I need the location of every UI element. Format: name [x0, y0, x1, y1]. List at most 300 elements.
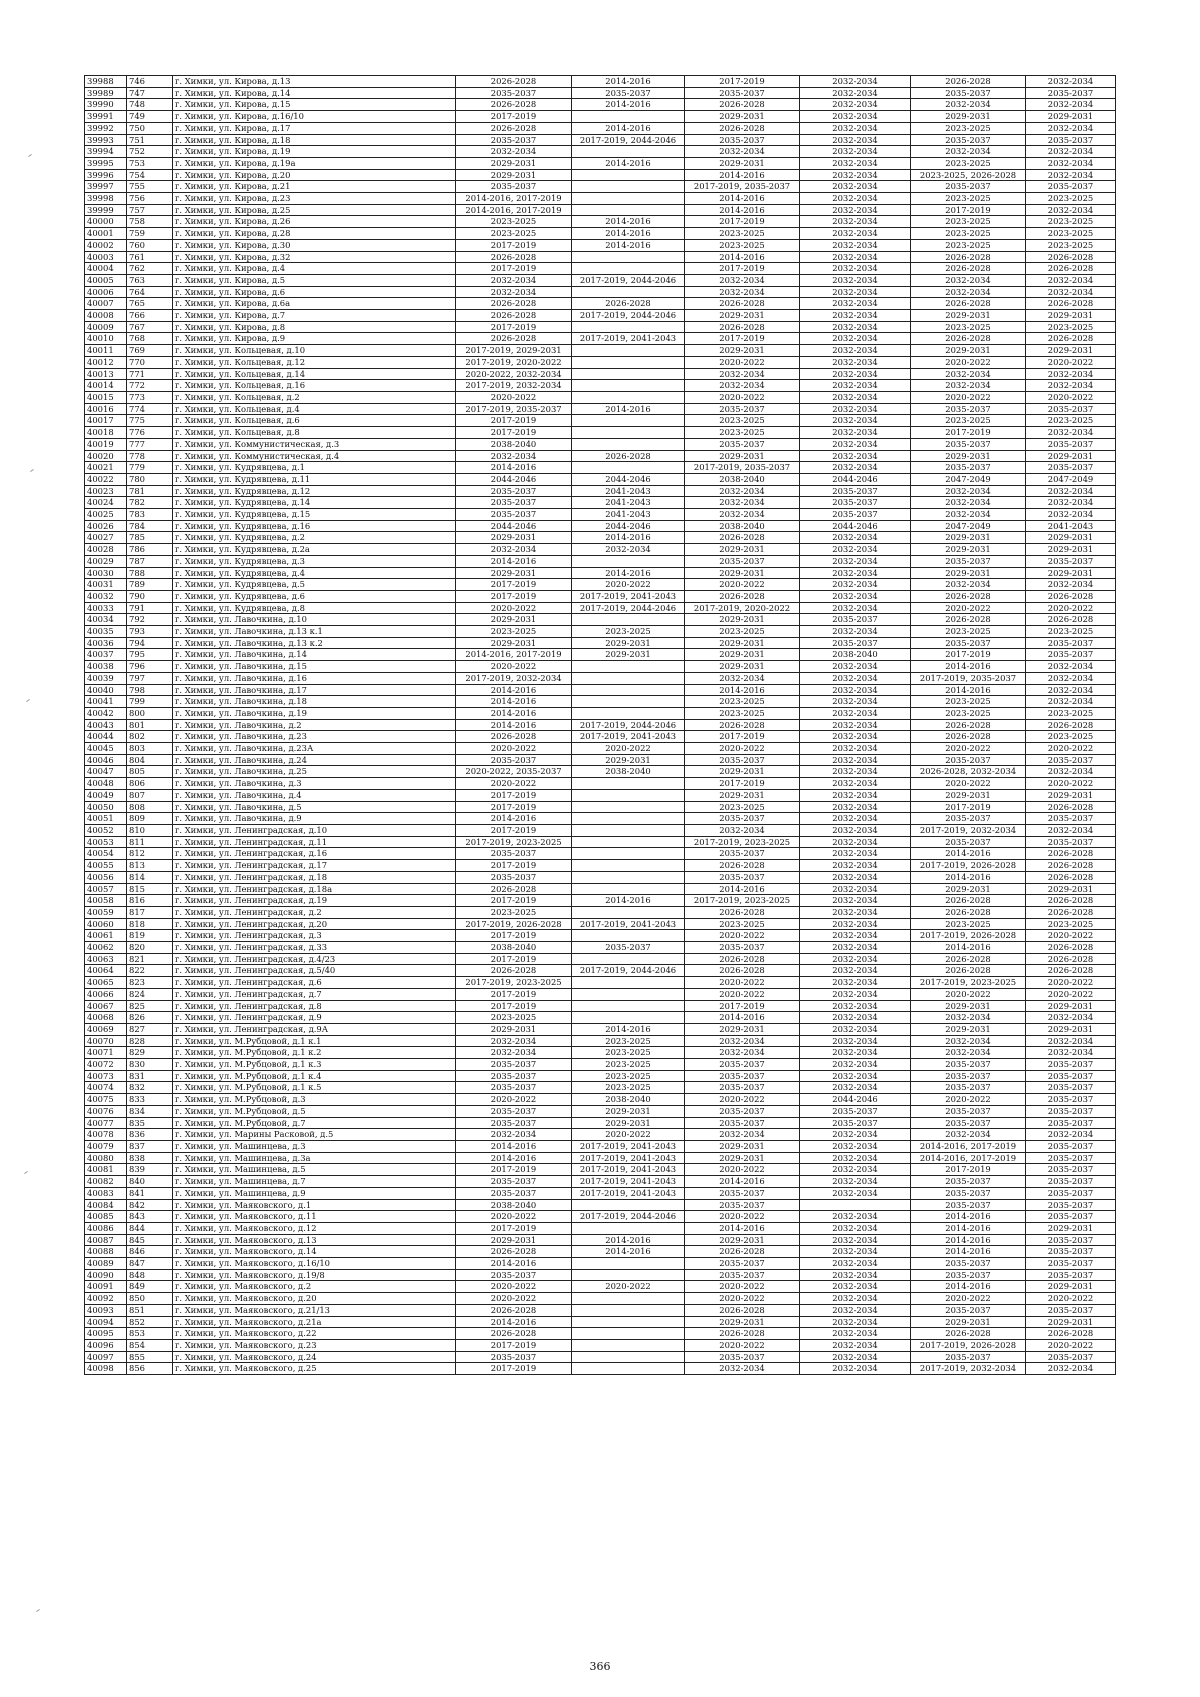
- period-3-cell: 2020-2022: [685, 1339, 800, 1351]
- item-number-cell: 837: [127, 1140, 173, 1152]
- period-4-cell: 2032-2034: [800, 661, 911, 673]
- period-6-cell: 2029-2031: [1026, 1000, 1116, 1012]
- table-row: [85, 590, 1116, 602]
- period-2-cell: 2023-2025: [572, 1059, 685, 1071]
- period-4-cell: 2035-2037: [800, 614, 911, 626]
- table-row: [85, 310, 1116, 322]
- period-4-cell: 2032-2034: [800, 848, 911, 860]
- record-id-cell: 40081: [85, 1164, 127, 1176]
- item-number-cell: 811: [127, 836, 173, 848]
- address-cell: г. Химки, ул. Ленинградская, д.8: [173, 1000, 456, 1012]
- period-6-cell: 2026-2028: [1026, 895, 1116, 907]
- item-number-cell: 839: [127, 1164, 173, 1176]
- table-row: [85, 157, 1116, 169]
- table-row: [85, 965, 1116, 977]
- period-6-cell: 2032-2034: [1026, 380, 1116, 392]
- period-3-cell: 2029-2031: [685, 1234, 800, 1246]
- table-row: [85, 871, 1116, 883]
- table-row: [85, 193, 1116, 205]
- period-4-cell: 2032-2034: [800, 1152, 911, 1164]
- period-6-cell: 2026-2028: [1026, 801, 1116, 813]
- record-id-cell: 40004: [85, 263, 127, 275]
- period-2-cell: [572, 391, 685, 403]
- period-3-cell: 2020-2022: [685, 1094, 800, 1106]
- item-number-cell: 747: [127, 87, 173, 99]
- period-2-cell: [572, 368, 685, 380]
- period-1-cell: 2017-2019: [456, 263, 572, 275]
- period-2-cell: 2032-2034: [572, 544, 685, 556]
- address-cell: г. Химки, ул. Ленинградская, д.5/40: [173, 965, 456, 977]
- table-row: [85, 813, 1116, 825]
- table-row: [85, 239, 1116, 251]
- address-cell: г. Химки, ул. Лавочкина, д.13 к.2: [173, 637, 456, 649]
- period-1-cell: 2014-2016: [456, 696, 572, 708]
- schedule-table-container: [84, 75, 1115, 1375]
- table-row: [85, 333, 1116, 345]
- address-cell: г. Химки, ул. Кирова, д.21: [173, 181, 456, 193]
- period-1-cell: 2017-2019, 2026-2028: [456, 918, 572, 930]
- address-cell: г. Химки, ул. Ленинградская, д.7: [173, 988, 456, 1000]
- table-row: [85, 1129, 1116, 1141]
- period-3-cell: 2026-2028: [685, 1304, 800, 1316]
- address-cell: г. Химки, ул. Машинцева, д.5: [173, 1164, 456, 1176]
- table-row: [85, 649, 1116, 661]
- period-5-cell: 2035-2037: [911, 1304, 1026, 1316]
- period-6-cell: 2035-2037: [1026, 1152, 1116, 1164]
- period-1-cell: 2026-2028: [456, 251, 572, 263]
- record-id-cell: 40011: [85, 345, 127, 357]
- item-number-cell: 754: [127, 169, 173, 181]
- address-cell: г. Химки, ул. Лавочкина, д.13 к.1: [173, 626, 456, 638]
- period-6-cell: 2035-2037: [1026, 754, 1116, 766]
- record-id-cell: 40075: [85, 1094, 127, 1106]
- period-6-cell: 2026-2028: [1026, 953, 1116, 965]
- table-row: [85, 356, 1116, 368]
- period-1-cell: 2026-2028: [456, 883, 572, 895]
- period-2-cell: 2017-2019, 2044-2046: [572, 310, 685, 322]
- period-2-cell: [572, 415, 685, 427]
- period-4-cell: 2032-2034: [800, 1129, 911, 1141]
- record-id-cell: 40041: [85, 696, 127, 708]
- address-cell: г. Химки, ул. Ленинградская, д.11: [173, 836, 456, 848]
- record-id-cell: 40080: [85, 1152, 127, 1164]
- period-4-cell: 2044-2046: [800, 473, 911, 485]
- period-5-cell: 2020-2022: [911, 778, 1026, 790]
- table-row: [85, 778, 1116, 790]
- period-4-cell: 2032-2034: [800, 157, 911, 169]
- period-3-cell: 2023-2025: [685, 228, 800, 240]
- margin-mark: [28, 154, 32, 157]
- period-4-cell: 2032-2034: [800, 813, 911, 825]
- period-6-cell: 2035-2037: [1026, 1117, 1116, 1129]
- table-row: [85, 76, 1116, 88]
- period-3-cell: 2029-2031: [685, 1316, 800, 1328]
- period-5-cell: 2026-2028: [911, 263, 1026, 275]
- period-6-cell: 2035-2037: [1026, 813, 1116, 825]
- address-cell: г. Химки, ул. Лавочкина, д.14: [173, 649, 456, 661]
- item-number-cell: 802: [127, 731, 173, 743]
- item-number-cell: 750: [127, 122, 173, 134]
- period-2-cell: [572, 1351, 685, 1363]
- period-4-cell: 2032-2034: [800, 626, 911, 638]
- record-id-cell: 40020: [85, 450, 127, 462]
- period-2-cell: 2044-2046: [572, 473, 685, 485]
- period-2-cell: [572, 1339, 685, 1351]
- period-1-cell: 2026-2028: [456, 965, 572, 977]
- period-6-cell: 2032-2034: [1026, 286, 1116, 298]
- address-cell: г. Химки, ул. Кольцевая, д.10: [173, 345, 456, 357]
- period-5-cell: 2023-2025: [911, 239, 1026, 251]
- record-id-cell: 40084: [85, 1199, 127, 1211]
- period-1-cell: 2014-2016, 2017-2019: [456, 193, 572, 205]
- item-number-cell: 809: [127, 813, 173, 825]
- period-1-cell: 2020-2022: [456, 1281, 572, 1293]
- period-3-cell: 2029-2031: [685, 157, 800, 169]
- period-6-cell: 2035-2037: [1026, 1094, 1116, 1106]
- table-row: [85, 836, 1116, 848]
- period-2-cell: [572, 146, 685, 158]
- period-5-cell: 2014-2016: [911, 1246, 1026, 1258]
- period-6-cell: 2035-2037: [1026, 1164, 1116, 1176]
- period-1-cell: 2014-2016: [456, 684, 572, 696]
- period-3-cell: 2026-2028: [685, 590, 800, 602]
- period-2-cell: 2017-2019, 2044-2046: [572, 134, 685, 146]
- period-2-cell: [572, 169, 685, 181]
- period-3-cell: 2023-2025: [685, 707, 800, 719]
- period-1-cell: 2017-2019, 2029-2031: [456, 345, 572, 357]
- period-4-cell: 2032-2034: [800, 930, 911, 942]
- item-number-cell: 763: [127, 274, 173, 286]
- period-4-cell: 2032-2034: [800, 204, 911, 216]
- period-5-cell: 2026-2028: [911, 251, 1026, 263]
- period-5-cell: 2029-2031: [911, 1316, 1026, 1328]
- table-row: [85, 228, 1116, 240]
- address-cell: г. Химки, ул. Кирова, д.25: [173, 204, 456, 216]
- item-number-cell: 775: [127, 415, 173, 427]
- period-2-cell: [572, 813, 685, 825]
- address-cell: г. Химки, ул. Ленинградская, д.20: [173, 918, 456, 930]
- period-3-cell: 2026-2028: [685, 906, 800, 918]
- period-6-cell: 2020-2022: [1026, 977, 1116, 989]
- period-3-cell: 2017-2019: [685, 778, 800, 790]
- item-number-cell: 836: [127, 1129, 173, 1141]
- period-3-cell: 2032-2034: [685, 1035, 800, 1047]
- table-row: [85, 766, 1116, 778]
- period-5-cell: 2026-2028: [911, 953, 1026, 965]
- period-2-cell: [572, 1269, 685, 1281]
- item-number-cell: 801: [127, 719, 173, 731]
- table-row: [85, 672, 1116, 684]
- item-number-cell: 782: [127, 497, 173, 509]
- record-id-cell: 40019: [85, 438, 127, 450]
- table-row: [85, 216, 1116, 228]
- period-6-cell: 2035-2037: [1026, 637, 1116, 649]
- table-row: [85, 789, 1116, 801]
- record-id-cell: 40069: [85, 1023, 127, 1035]
- period-3-cell: 2023-2025: [685, 427, 800, 439]
- period-1-cell: 2017-2019, 2023-2025: [456, 836, 572, 848]
- period-4-cell: 2032-2034: [800, 1176, 911, 1188]
- period-5-cell: 2035-2037: [911, 403, 1026, 415]
- period-2-cell: [572, 1304, 685, 1316]
- period-2-cell: 2017-2019, 2044-2046: [572, 719, 685, 731]
- record-id-cell: 40072: [85, 1059, 127, 1071]
- period-3-cell: 2035-2037: [685, 403, 800, 415]
- period-2-cell: [572, 789, 685, 801]
- table-row: [85, 1000, 1116, 1012]
- record-id-cell: 40030: [85, 567, 127, 579]
- address-cell: г. Химки, ул. Кольцевая, д.8: [173, 427, 456, 439]
- period-1-cell: 2014-2016: [456, 462, 572, 474]
- period-4-cell: 2032-2034: [800, 274, 911, 286]
- period-4-cell: 2032-2034: [800, 1164, 911, 1176]
- period-3-cell: 2014-2016: [685, 204, 800, 216]
- item-number-cell: 755: [127, 181, 173, 193]
- address-cell: г. Химки, ул. Кирова, д.6а: [173, 298, 456, 310]
- period-6-cell: 2020-2022: [1026, 1339, 1116, 1351]
- period-4-cell: 2032-2034: [800, 871, 911, 883]
- period-3-cell: 2038-2040: [685, 520, 800, 532]
- period-5-cell: 2035-2037: [911, 1105, 1026, 1117]
- item-number-cell: 854: [127, 1339, 173, 1351]
- address-cell: г. Химки, ул. Лавочкина, д.25: [173, 766, 456, 778]
- address-cell: г. Химки, ул. Лавочкина, д.15: [173, 661, 456, 673]
- item-number-cell: 797: [127, 672, 173, 684]
- period-3-cell: 2014-2016: [685, 883, 800, 895]
- period-3-cell: 2026-2028: [685, 532, 800, 544]
- period-6-cell: 2026-2028: [1026, 860, 1116, 872]
- record-id-cell: 40042: [85, 707, 127, 719]
- period-3-cell: 2026-2028: [685, 719, 800, 731]
- period-2-cell: 2017-2019, 2041-2043: [572, 1164, 685, 1176]
- period-3-cell: 2017-2019, 2023-2025: [685, 836, 800, 848]
- record-id-cell: 40027: [85, 532, 127, 544]
- record-id-cell: 40065: [85, 977, 127, 989]
- table-row: [85, 403, 1116, 415]
- address-cell: г. Химки, ул. Кудрявцева, д.5: [173, 579, 456, 591]
- period-3-cell: 2029-2031: [685, 310, 800, 322]
- table-body: [85, 76, 1116, 1375]
- record-id-cell: 40026: [85, 520, 127, 532]
- period-2-cell: 2020-2022: [572, 743, 685, 755]
- address-cell: г. Химки, ул. Лавочкина, д.24: [173, 754, 456, 766]
- period-4-cell: 2032-2034: [800, 1293, 911, 1305]
- item-number-cell: 798: [127, 684, 173, 696]
- period-3-cell: 2026-2028: [685, 860, 800, 872]
- period-1-cell: 2035-2037: [456, 87, 572, 99]
- address-cell: г. Химки, ул. Ленинградская, д.10: [173, 825, 456, 837]
- address-cell: г. Химки, ул. Маяковского, д.23: [173, 1339, 456, 1351]
- period-2-cell: [572, 345, 685, 357]
- table-row: [85, 1105, 1116, 1117]
- margin-mark: [36, 1609, 40, 1612]
- address-cell: г. Химки, ул. Кирова, д.4: [173, 263, 456, 275]
- period-1-cell: 2035-2037: [456, 1070, 572, 1082]
- period-4-cell: 2032-2034: [800, 1328, 911, 1340]
- address-cell: г. Химки, ул. М.Рубцовой, д.1 к.2: [173, 1047, 456, 1059]
- period-4-cell: 2032-2034: [800, 918, 911, 930]
- period-2-cell: [572, 988, 685, 1000]
- table-row: [85, 1339, 1116, 1351]
- period-2-cell: 2014-2016: [572, 532, 685, 544]
- period-4-cell: 2032-2034: [800, 860, 911, 872]
- address-cell: г. Химки, ул. Кирова, д.9: [173, 333, 456, 345]
- period-4-cell: 2032-2034: [800, 368, 911, 380]
- record-id-cell: 39997: [85, 181, 127, 193]
- record-id-cell: 39988: [85, 76, 127, 88]
- period-2-cell: [572, 930, 685, 942]
- record-id-cell: 39994: [85, 146, 127, 158]
- period-4-cell: 2032-2034: [800, 87, 911, 99]
- address-cell: г. Химки, ул. Кудрявцева, д.8: [173, 602, 456, 614]
- period-1-cell: 2017-2019: [456, 415, 572, 427]
- item-number-cell: 826: [127, 1012, 173, 1024]
- period-6-cell: 2020-2022: [1026, 778, 1116, 790]
- record-id-cell: 40074: [85, 1082, 127, 1094]
- record-id-cell: 40043: [85, 719, 127, 731]
- record-id-cell: 40022: [85, 473, 127, 485]
- period-5-cell: 2023-2025: [911, 216, 1026, 228]
- record-id-cell: 40087: [85, 1234, 127, 1246]
- period-6-cell: 2029-2031: [1026, 544, 1116, 556]
- item-number-cell: 749: [127, 111, 173, 123]
- period-4-cell: 2032-2034: [800, 567, 911, 579]
- period-4-cell: 2032-2034: [800, 1047, 911, 1059]
- record-id-cell: 40097: [85, 1351, 127, 1363]
- period-5-cell: 2035-2037: [911, 1059, 1026, 1071]
- period-3-cell: 2035-2037: [685, 134, 800, 146]
- item-number-cell: 818: [127, 918, 173, 930]
- period-3-cell: 2035-2037: [685, 813, 800, 825]
- period-6-cell: 2023-2025: [1026, 216, 1116, 228]
- period-2-cell: 2020-2022: [572, 1129, 685, 1141]
- period-6-cell: 2029-2031: [1026, 1281, 1116, 1293]
- address-cell: г. Химки, ул. Ленинградская, д.9: [173, 1012, 456, 1024]
- table-row: [85, 661, 1116, 673]
- address-cell: г. Химки, ул. Ленинградская, д.33: [173, 942, 456, 954]
- period-3-cell: 2029-2031: [685, 450, 800, 462]
- period-3-cell: 2014-2016: [685, 684, 800, 696]
- period-5-cell: 2014-2016, 2017-2019: [911, 1152, 1026, 1164]
- address-cell: г. Химки, ул. Кирова, д.13: [173, 76, 456, 88]
- record-id-cell: 40032: [85, 590, 127, 602]
- table-row: [85, 1304, 1116, 1316]
- address-cell: г. Химки, ул. Коммунистическая, д.4: [173, 450, 456, 462]
- period-6-cell: 2029-2031: [1026, 1023, 1116, 1035]
- address-cell: г. Химки, ул. Лавочкина, д.17: [173, 684, 456, 696]
- period-6-cell: 2023-2025: [1026, 731, 1116, 743]
- item-number-cell: 800: [127, 707, 173, 719]
- item-number-cell: 778: [127, 450, 173, 462]
- period-2-cell: [572, 286, 685, 298]
- period-4-cell: 2032-2034: [800, 731, 911, 743]
- address-cell: г. Химки, ул. Кирова, д.8: [173, 321, 456, 333]
- period-6-cell: 2029-2031: [1026, 883, 1116, 895]
- period-4-cell: 2032-2034: [800, 1234, 911, 1246]
- period-6-cell: 2026-2028: [1026, 942, 1116, 954]
- table-row: [85, 1012, 1116, 1024]
- item-number-cell: 817: [127, 906, 173, 918]
- address-cell: г. Химки, ул. Ленинградская, д.19: [173, 895, 456, 907]
- period-3-cell: 2035-2037: [685, 942, 800, 954]
- address-cell: г. Химки, ул. Кирова, д.14: [173, 87, 456, 99]
- period-2-cell: [572, 438, 685, 450]
- table-row: [85, 1082, 1116, 1094]
- period-4-cell: 2032-2034: [800, 672, 911, 684]
- period-1-cell: 2017-2019: [456, 321, 572, 333]
- period-3-cell: 2020-2022: [685, 1211, 800, 1223]
- table-row: [85, 883, 1116, 895]
- period-6-cell: 2029-2031: [1026, 1316, 1116, 1328]
- period-1-cell: 2035-2037: [456, 181, 572, 193]
- table-row: [85, 953, 1116, 965]
- margin-mark: [30, 469, 34, 472]
- period-3-cell: 2029-2031: [685, 614, 800, 626]
- period-1-cell: 2029-2031: [456, 532, 572, 544]
- period-3-cell: 2035-2037: [685, 1070, 800, 1082]
- period-6-cell: 2035-2037: [1026, 462, 1116, 474]
- address-cell: г. Химки, ул. Маяковского, д.16/10: [173, 1258, 456, 1270]
- item-number-cell: 805: [127, 766, 173, 778]
- item-number-cell: 761: [127, 251, 173, 263]
- address-cell: г. Химки, ул. Кирова, д.26: [173, 216, 456, 228]
- period-1-cell: 2029-2031: [456, 169, 572, 181]
- record-id-cell: 40016: [85, 403, 127, 415]
- period-1-cell: 2017-2019: [456, 239, 572, 251]
- period-1-cell: 2032-2034: [456, 1129, 572, 1141]
- period-2-cell: 2026-2028: [572, 298, 685, 310]
- period-2-cell: 2023-2025: [572, 1070, 685, 1082]
- period-2-cell: 2014-2016: [572, 1234, 685, 1246]
- period-3-cell: 2020-2022: [685, 1293, 800, 1305]
- period-2-cell: [572, 380, 685, 392]
- period-3-cell: 2017-2019: [685, 216, 800, 228]
- period-3-cell: 2017-2019, 2023-2025: [685, 895, 800, 907]
- period-1-cell: 2017-2019: [456, 1339, 572, 1351]
- period-4-cell: 2032-2034: [800, 836, 911, 848]
- record-id-cell: 40055: [85, 860, 127, 872]
- table-row: [85, 743, 1116, 755]
- period-3-cell: 2020-2022: [685, 579, 800, 591]
- address-cell: г. Химки, ул. Кольцевая, д.16: [173, 380, 456, 392]
- period-6-cell: 2032-2034: [1026, 1363, 1116, 1375]
- period-4-cell: 2032-2034: [800, 251, 911, 263]
- address-cell: г. Химки, ул. Кудрявцева, д.14: [173, 497, 456, 509]
- record-id-cell: 40092: [85, 1293, 127, 1305]
- record-id-cell: 40059: [85, 906, 127, 918]
- period-2-cell: [572, 181, 685, 193]
- table-row: [85, 438, 1116, 450]
- period-3-cell: 2032-2034: [685, 146, 800, 158]
- period-2-cell: 2020-2022: [572, 579, 685, 591]
- period-1-cell: 2026-2028: [456, 1246, 572, 1258]
- period-6-cell: 2026-2028: [1026, 1328, 1116, 1340]
- period-2-cell: [572, 778, 685, 790]
- table-row: [85, 579, 1116, 591]
- period-6-cell: 2023-2025: [1026, 239, 1116, 251]
- item-number-cell: 816: [127, 895, 173, 907]
- address-cell: г. Химки, ул. Кудрявцева, д.15: [173, 509, 456, 521]
- record-id-cell: 40033: [85, 602, 127, 614]
- table-row: [85, 988, 1116, 1000]
- record-id-cell: 40058: [85, 895, 127, 907]
- table-row: [85, 509, 1116, 521]
- period-6-cell: 2032-2034: [1026, 122, 1116, 134]
- period-6-cell: 2023-2025: [1026, 415, 1116, 427]
- period-2-cell: 2014-2016: [572, 122, 685, 134]
- period-5-cell: 2026-2028: [911, 333, 1026, 345]
- period-5-cell: 2035-2037: [911, 87, 1026, 99]
